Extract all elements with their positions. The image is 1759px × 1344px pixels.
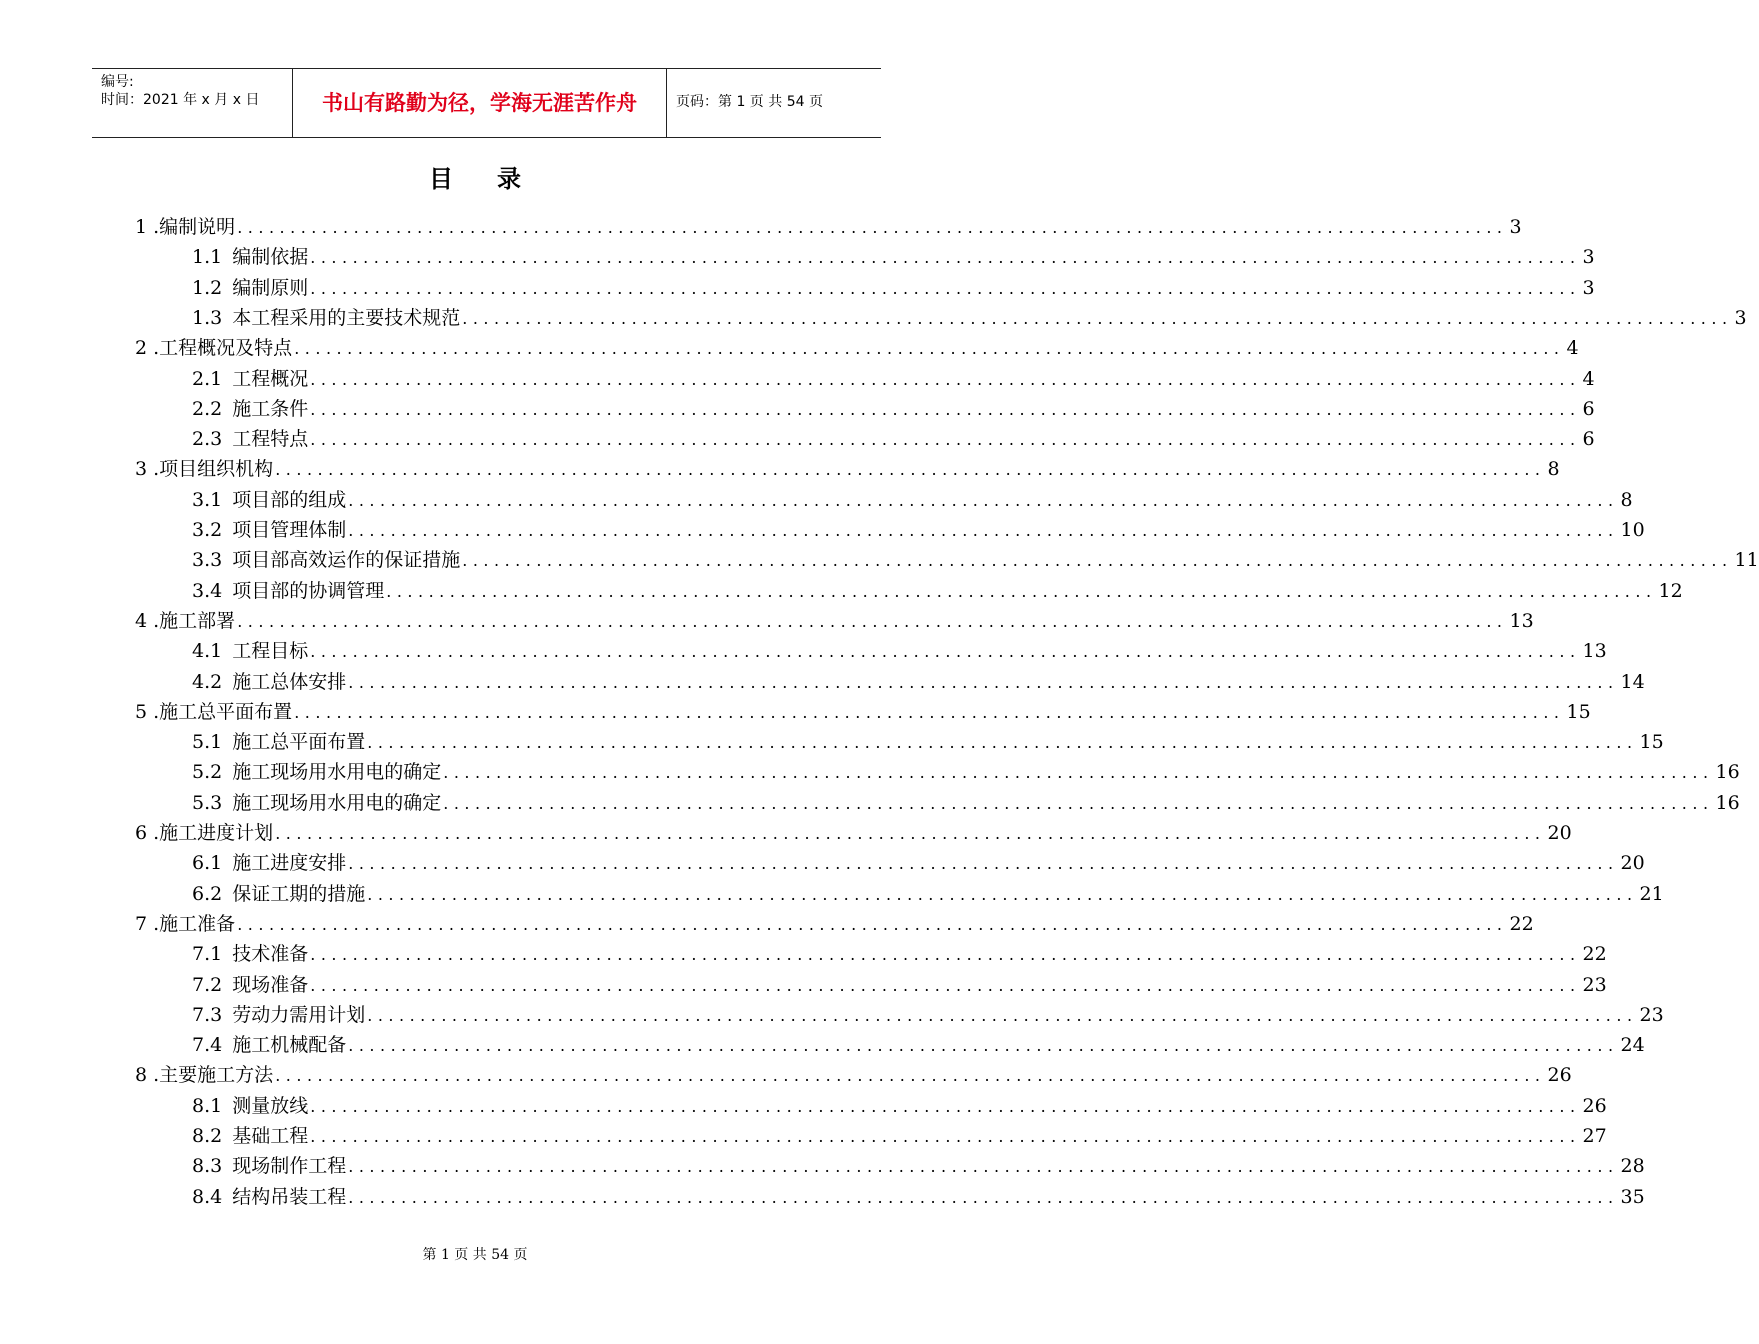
- toc-entry-number: 2.1: [192, 367, 223, 390]
- toc-leader-dots: ........................................................................................................................: [310, 945, 1581, 965]
- toc-leader-dots: ........................................................................................................................: [443, 793, 1714, 813]
- toc-entry-title: 项目部的组成: [232, 488, 347, 511]
- toc-entry-page: 3: [1509, 216, 1522, 238]
- toc-entry[interactable]: [192, 636, 1607, 666]
- toc-entry[interactable]: [192, 424, 1595, 454]
- toc-entry[interactable]: [192, 364, 1595, 394]
- toc-entry-number: 8.4: [192, 1185, 223, 1208]
- toc-entry-page: 13: [1582, 640, 1607, 663]
- toc-leader-dots: ........................................................................................................................: [310, 399, 1581, 419]
- toc-entry-page: 23: [1582, 973, 1607, 996]
- toc-entry-number: 1.2: [192, 276, 223, 299]
- serial-label: 编号:: [101, 74, 134, 90]
- toc-leader-dots: ........................................................................................................................: [367, 1005, 1638, 1025]
- toc-entry-number: 3 .: [135, 458, 160, 481]
- toc-entry-page: 8: [1547, 458, 1560, 481]
- toc-leader-dots: ........................................................................................................................: [294, 702, 1565, 722]
- toc-leader-dots: ........................................................................................................................: [310, 1096, 1581, 1116]
- toc-entry-number: 7.2: [192, 973, 223, 996]
- toc-entry[interactable]: [192, 788, 1740, 818]
- toc-entry[interactable]: [135, 697, 1591, 727]
- toc-entry-number: 7.1: [192, 943, 223, 966]
- toc-entry-title: 保证工期的措施: [232, 882, 366, 905]
- toc-leader-dots: ........................................................................................................................: [275, 460, 1546, 480]
- toc-entry[interactable]: [192, 1000, 1664, 1030]
- toc-entry-title: 工程概况: [232, 367, 309, 390]
- toc-entry-title: 劳动力需用计划: [232, 1003, 366, 1026]
- toc-entry-page: 20: [1547, 822, 1572, 844]
- toc-leader-dots: ........................................................................................................................: [310, 975, 1581, 995]
- toc-entry[interactable]: [135, 818, 1572, 848]
- toc-entry-number: 8.3: [192, 1155, 223, 1178]
- toc-entry-title: 现场准备: [232, 973, 309, 996]
- toc-entry-page: 8: [1620, 488, 1633, 511]
- toc-entry-page: 35: [1620, 1185, 1645, 1208]
- toc-entry-title: 项目管理体制: [232, 519, 347, 541]
- toc-entry-page: 20: [1620, 852, 1645, 875]
- toc-entry-page: 23: [1639, 1003, 1664, 1026]
- toc-entry[interactable]: [192, 757, 1740, 787]
- toc-leader-dots: ........................................................................................................................: [275, 1066, 1546, 1086]
- toc-entry-number: 6 .: [135, 822, 160, 844]
- toc-entry-page: 3: [1582, 246, 1595, 269]
- toc-entry-title: 施工条件: [232, 397, 309, 420]
- toc-entry[interactable]: [192, 545, 1759, 575]
- toc-entry[interactable]: [192, 1091, 1607, 1121]
- toc-entry[interactable]: [135, 454, 1560, 484]
- toc-leader-dots: ........................................................................................................................: [275, 824, 1546, 843]
- time-label: 时间：2021 年 x 月 x 日: [101, 92, 260, 108]
- toc-leader-dots: ........................................................................................................................: [348, 1157, 1619, 1177]
- toc-entry[interactable]: [135, 606, 1534, 636]
- toc-leader-dots: ........................................................................................................................: [294, 339, 1565, 359]
- header-right-cell: [666, 69, 881, 137]
- toc-entry[interactable]: [135, 333, 1579, 363]
- toc-entry-number: 5.1: [192, 731, 223, 754]
- toc-leader-dots: ........................................................................................................................: [348, 1036, 1619, 1056]
- toc-entry-page: 24: [1620, 1034, 1645, 1057]
- toc-entry[interactable]: [192, 273, 1595, 303]
- page-header: [92, 68, 881, 138]
- toc-entry-number: 4.2: [192, 670, 223, 693]
- toc-entry-page: 28: [1620, 1155, 1645, 1178]
- toc-entry-page: 27: [1582, 1125, 1607, 1147]
- toc-entry[interactable]: [192, 667, 1645, 697]
- toc-entry-title: 施工现场用水用电的确定: [232, 791, 442, 814]
- toc-entry-title: 现场制作工程: [232, 1155, 347, 1178]
- toc-leader-dots: ........................................................................................................................: [310, 278, 1581, 298]
- toc-entry-page: 22: [1509, 912, 1534, 935]
- toc-entry-title: 主要施工方法: [159, 1064, 274, 1087]
- toc-entry-page: 10: [1620, 519, 1645, 541]
- toc-entry-page: 26: [1547, 1064, 1572, 1087]
- toc-entry[interactable]: [192, 1121, 1607, 1151]
- toc-leader-dots: ........................................................................................................................: [462, 308, 1733, 328]
- toc-entry-number: 1 .: [135, 216, 160, 238]
- toc-entry-title: 编制说明: [159, 216, 236, 238]
- toc-entry-number: 5.2: [192, 761, 223, 784]
- toc-entry-title: 施工现场用水用电的确定: [232, 761, 442, 784]
- toc-leader-dots: ........................................................................................................................: [310, 430, 1581, 450]
- toc-entry-title: 项目部的协调管理: [232, 579, 385, 602]
- toc-entry-title: 施工进度安排: [232, 852, 347, 875]
- toc-entry-number: 3.4: [192, 579, 223, 602]
- toc-entry-title: 编制依据: [232, 246, 309, 269]
- toc-entry-number: 4 .: [135, 609, 160, 632]
- toc-entry-title: 基础工程: [232, 1125, 309, 1147]
- toc-entry-page: 16: [1715, 791, 1740, 814]
- toc-entry-page: 4: [1566, 337, 1579, 360]
- toc-entry[interactable]: [192, 970, 1607, 1000]
- toc-entry-number: 6.1: [192, 852, 223, 875]
- toc-leader-dots: ........................................................................................................................: [348, 1187, 1619, 1207]
- toc-leader-dots: ........................................................................................................................: [310, 248, 1581, 268]
- toc-leader-dots: ........................................................................................................................: [348, 490, 1619, 510]
- toc-entry-page: 15: [1639, 731, 1664, 754]
- toc-leader-dots: ........................................................................................................................: [462, 551, 1733, 571]
- toc-entry[interactable]: [192, 727, 1664, 757]
- toc-entry-page: 4: [1582, 367, 1595, 390]
- toc-entry-title: 项目组织机构: [159, 458, 274, 481]
- toc-entry-number: 4.1: [192, 640, 223, 663]
- toc-entry[interactable]: [192, 394, 1595, 424]
- toc-leader-dots: ........................................................................................................................: [348, 672, 1619, 692]
- toc-entry-title: 施工准备: [159, 912, 236, 935]
- toc-title: 目录: [429, 164, 565, 193]
- toc-entry-number: 8 .: [135, 1064, 160, 1087]
- header-middle-cell: [292, 69, 667, 137]
- toc-entry-title: 施工总平面布置: [159, 700, 293, 723]
- toc-entry-title: 施工总平面布置: [232, 731, 366, 754]
- toc-entry[interactable]: [192, 242, 1595, 272]
- toc-entry-page: 14: [1620, 670, 1645, 693]
- toc-leader-dots: ........................................................................................................................: [386, 581, 1657, 601]
- toc-entry-page: 22: [1582, 943, 1607, 966]
- toc-entry-number: 2.2: [192, 397, 223, 420]
- toc-entry-title: 技术准备: [232, 943, 309, 966]
- toc-entry-title: 本工程采用的主要技术规范: [232, 306, 461, 329]
- toc-entry-number: 1.1: [192, 246, 223, 269]
- header-page-info: 页码：第 1 页 共 54 页: [676, 94, 823, 110]
- toc-entry-title: 项目部高效运作的保证措施: [232, 549, 461, 572]
- toc-entry-page: 15: [1566, 700, 1591, 723]
- toc-entry-page: 3: [1582, 276, 1595, 299]
- toc-leader-dots: ........................................................................................................................: [443, 763, 1714, 783]
- toc-entry[interactable]: [192, 515, 1645, 545]
- toc-entry-number: 7.3: [192, 1003, 223, 1026]
- toc-entry[interactable]: [192, 485, 1633, 515]
- toc-entry[interactable]: [135, 1060, 1572, 1090]
- toc-leader-dots: ........................................................................................................................: [237, 611, 1508, 631]
- toc-leader-dots: ........................................................................................................................: [348, 854, 1619, 874]
- toc-entry-title: 结构吊装工程: [232, 1185, 347, 1208]
- toc-entry-title: 施工机械配备: [232, 1034, 347, 1057]
- toc-entry-page: 13: [1509, 609, 1534, 632]
- toc-entry-number: 7.4: [192, 1034, 223, 1057]
- toc-entry[interactable]: [192, 879, 1664, 909]
- toc-entry[interactable]: [192, 1151, 1645, 1181]
- toc-entry-title: 工程概况及特点: [159, 337, 293, 360]
- toc-leader-dots: ........................................................................................................................: [348, 521, 1619, 540]
- toc-entry[interactable]: [192, 1030, 1645, 1060]
- toc-leader-dots: ........................................................................................................................: [237, 218, 1508, 237]
- toc-entry[interactable]: [192, 576, 1683, 606]
- toc-entry-number: 5 .: [135, 700, 160, 723]
- toc-entry-page: 3: [1734, 306, 1747, 329]
- toc-leader-dots: ........................................................................................................................: [367, 884, 1638, 904]
- toc-entry-title: 工程特点: [232, 428, 309, 451]
- toc-entry-number: 5.3: [192, 791, 223, 814]
- toc-entry-number: 2.3: [192, 428, 223, 451]
- toc-entry-title: 施工总体安排: [232, 670, 347, 693]
- toc-entry[interactable]: [135, 909, 1534, 939]
- toc-entry-number: 6.2: [192, 882, 223, 905]
- toc-entry-page: 16: [1715, 761, 1740, 784]
- toc-entry-number: 3.2: [192, 519, 223, 541]
- toc-leader-dots: ........................................................................................................................: [310, 642, 1581, 662]
- toc-entry[interactable]: [192, 1182, 1645, 1212]
- toc-entry-title: 测量放线: [232, 1094, 309, 1117]
- toc-leader-dots: ........................................................................................................................: [310, 369, 1581, 389]
- toc-entry-number: 1.3: [192, 306, 223, 329]
- toc-entry-number: 3.1: [192, 488, 223, 511]
- toc-entry-title: 施工部署: [159, 609, 236, 632]
- toc-entry-number: 8.2: [192, 1125, 223, 1147]
- toc-entry-page: 26: [1582, 1094, 1607, 1117]
- toc-entry[interactable]: [192, 848, 1645, 878]
- toc-entry-number: 8.1: [192, 1094, 223, 1117]
- toc-entry[interactable]: [192, 939, 1607, 969]
- header-left-cell: [92, 69, 292, 137]
- toc-leader-dots: ........................................................................................................................: [310, 1127, 1581, 1146]
- toc-entry-title: 工程目标: [232, 640, 309, 663]
- toc-leader-dots: ........................................................................................................................: [237, 914, 1508, 934]
- toc-entry-page: 21: [1639, 882, 1664, 905]
- page-footer: 第 1 页 共 54 页: [422, 1247, 528, 1263]
- header-motto: 书山有路勤为径，学海无涯苦作舟: [322, 91, 637, 115]
- toc-entry-title: 编制原则: [232, 276, 309, 299]
- toc-leader-dots: ........................................................................................................................: [367, 733, 1638, 753]
- toc-entry-page: 11: [1734, 549, 1759, 572]
- toc-entry[interactable]: [135, 212, 1522, 242]
- toc-entry-title: 施工进度计划: [159, 822, 274, 844]
- toc-entry-number: 3.3: [192, 549, 223, 572]
- toc-entry-number: 7 .: [135, 912, 160, 935]
- toc-entry-page: 6: [1582, 397, 1595, 420]
- toc-entry-page: 6: [1582, 428, 1595, 451]
- toc-entry-page: 12: [1658, 579, 1683, 602]
- toc-entry-number: 2 .: [135, 337, 160, 360]
- toc-entry[interactable]: [192, 303, 1747, 333]
